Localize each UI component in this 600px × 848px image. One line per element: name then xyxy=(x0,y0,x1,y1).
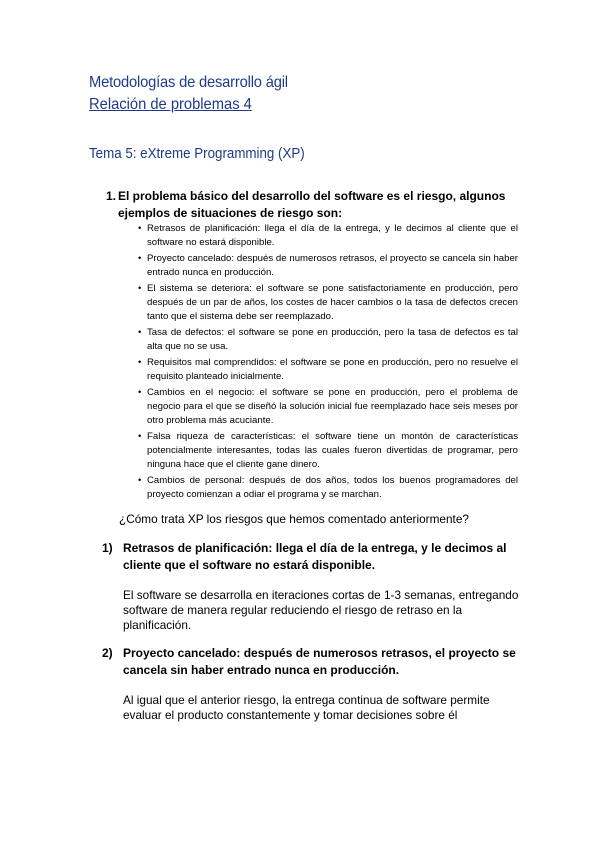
list-item-text: Proyecto cancelado: después de numerosos retrasos, el proyecto se cancela sin haber entrado nunca en producción. xyxy=(147,253,518,278)
topic-heading: Tema 5: eXtreme Programming (XP) xyxy=(89,146,305,162)
question-number: 1. xyxy=(106,189,117,203)
bullet-icon: • xyxy=(138,223,142,234)
answer-1 xyxy=(102,540,522,633)
list-item xyxy=(138,252,518,280)
bullet-icon: • xyxy=(138,283,142,294)
list-item xyxy=(138,326,518,354)
title-block xyxy=(89,72,305,116)
bullet-icon: • xyxy=(138,327,142,338)
list-item xyxy=(138,430,518,472)
list-item-text: Retrasos de planificación: llega el día de la entrega, y le decimos al cliente que el software no estará disponible. xyxy=(147,223,518,248)
answer-2 xyxy=(102,645,522,723)
risk-list xyxy=(138,222,518,504)
list-item xyxy=(138,474,518,502)
bullet-icon: • xyxy=(138,431,142,442)
answer-heading-text: Proyecto cancelado: después de numerosos retrasos, el proyecto se cancela sin haber entrado nunca en producción. xyxy=(123,646,516,677)
list-item-text: Requisitos mal comprendidos: el software se pone en producción, pero no resuelve el requisito planteado inicialmente. xyxy=(147,357,518,382)
list-item xyxy=(138,222,518,250)
question-1-heading xyxy=(106,188,546,222)
list-item xyxy=(138,386,518,428)
list-item-text: Falsa riqueza de características: el software tiene un montón de características potencialmente interesantes, todas las cuales fueron divertidas de programar, pero ninguna hace que el cliente gane dinero. xyxy=(147,431,518,470)
bullet-icon: • xyxy=(138,357,142,368)
answer-body: El software se desarrolla en iteraciones cortas de 1-3 semanas, entregando software de manera regular reduciendo el riesgo de retraso en la planificación. xyxy=(123,588,519,632)
list-item-text: Cambios de personal: después de dos años, todos los buenos programadores del proyecto comienzan a odiar el programa y se marchan. xyxy=(147,475,518,500)
bullet-icon: • xyxy=(138,253,142,264)
list-item-text: Cambios en el negocio: el software se pone en producción, pero el problema de negocio para el que se diseñó la solución inicial fue reemplazado hace seis meses por otro problema más acuciante. xyxy=(147,387,518,426)
answer-heading-text: Retrasos de planificación: llega el día de la entrega, y le decimos al cliente que el software no estará disponible. xyxy=(123,541,507,572)
answer-heading xyxy=(102,645,522,679)
xp-question: ¿Cómo trata XP los riesgos que hemos comentado anteriormente? xyxy=(119,512,469,526)
question-heading-text: El problema básico del desarrollo del software es el riesgo, algunos ejemplos de situaciones de riesgo son: xyxy=(118,189,506,220)
bullet-icon: • xyxy=(138,387,142,398)
answer-heading xyxy=(102,540,522,574)
answer-body: Al igual que el anterior riesgo, la entrega continua de software permite evaluar el producto constantemente y tomar decisiones sobre él xyxy=(123,693,490,722)
bullet-icon: • xyxy=(138,475,142,486)
list-item xyxy=(138,356,518,384)
list-item xyxy=(138,282,518,324)
answer-number: 1) xyxy=(102,541,113,555)
list-item-text: Tasa de defectos: el software se pone en producción, pero la tasa de defectos es tal alta que no se usa. xyxy=(147,327,518,352)
answer-number: 2) xyxy=(102,646,113,660)
document-title: Metodologías de desarrollo ágil xyxy=(89,74,288,91)
list-item-text: El sistema se deteriora: el software se pone satisfactoriamente en producción, pero después de un par de años, los costes de hacer cambios o la tasa de defectos crecen tanto que el sistema debe ser reemplazado. xyxy=(147,283,518,322)
document-subtitle: Relación de problemas 4 xyxy=(89,96,252,113)
